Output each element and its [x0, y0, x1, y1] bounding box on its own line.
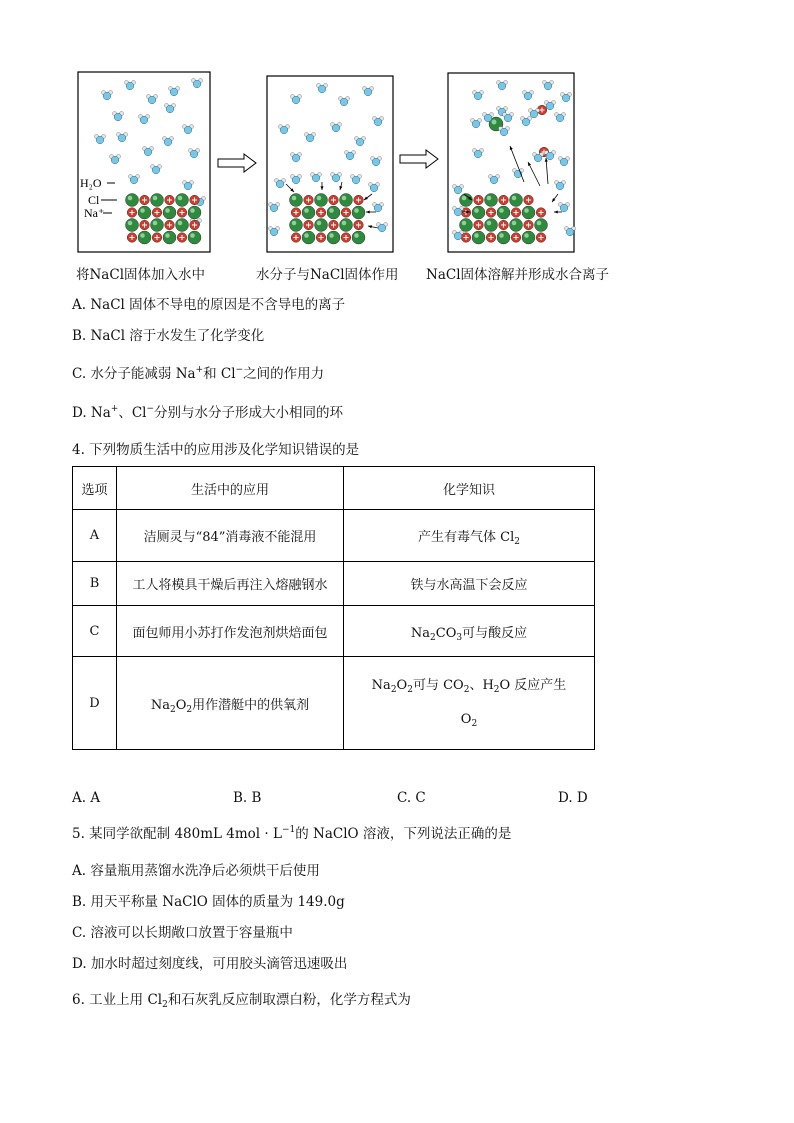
chloride-ion	[188, 206, 201, 219]
q4-choice-c: C. C	[397, 790, 426, 806]
chloride-ion	[497, 231, 510, 244]
chloride-ion	[315, 194, 328, 207]
table-row: B 工人将模具干燥后再注入熔融钢水 铁与水高温下会反应	[73, 562, 595, 606]
chloride-ion	[352, 206, 365, 219]
caption-1: 将NaCl固体加入水中	[76, 267, 206, 283]
q4-table	[72, 466, 595, 750]
chloride-ion	[302, 231, 315, 244]
chloride-ion	[340, 194, 353, 207]
label-na: Na⁺	[84, 206, 105, 220]
chloride-ion	[327, 231, 340, 244]
chloride-ion	[290, 194, 303, 207]
q3-option-a: A. NaCl 固体不导电的原因是不含导电的离子	[72, 297, 346, 313]
chloride-ion	[485, 219, 498, 232]
header-option: 选项	[73, 467, 117, 510]
caption-3: NaCl固体溶解并形成水合离子	[426, 267, 610, 283]
table-header-row	[73, 467, 595, 510]
q3-option-d: D. Na+、Cl−分别与水分子形成大小相同的环	[72, 404, 344, 421]
chloride-ion	[472, 206, 485, 219]
chloride-ion	[176, 219, 189, 232]
chloride-ion	[510, 219, 523, 232]
chloride-ion	[188, 231, 201, 244]
chloride-ion	[522, 231, 535, 244]
table-row: D $Na_2O_2$用作潜艇中的供氧剂 $Na_2O_2$可与 $CO_2$、$H_2O$ 反应产生 $O_2$	[73, 657, 595, 750]
diagram-svg	[60, 62, 660, 292]
chloride-ion	[163, 231, 176, 244]
q5-option-b: B. 用天平称量 NaClO 固体的质量为 149.0g	[72, 894, 345, 910]
chloride-ion	[340, 219, 353, 232]
q5-option-d: D. 加水时超过刻度线，可用胶头滴管迅速吸出	[72, 956, 348, 972]
q4-choice-d: D. D	[558, 790, 588, 806]
nacl-dissolution-diagram	[60, 62, 660, 292]
chloride-ion	[535, 219, 548, 232]
label-h2o: H₂O	[80, 176, 102, 190]
chloride-ion	[138, 206, 151, 219]
header-application: 生活中的应用	[117, 467, 344, 510]
chloride-ion	[151, 219, 164, 232]
chloride-ion	[126, 194, 139, 207]
q4-choice-a: A. A	[72, 790, 101, 806]
chloride-ion	[460, 219, 473, 232]
table-row: C 面包师用小苏打作发泡剂烘焙面包 $Na_2CO_3$可与酸反应	[73, 606, 595, 657]
arrow-right-2	[400, 150, 438, 168]
q4-choice-b: B. B	[233, 790, 262, 806]
q5-stem: 5. 某同学欲配制 480mL $4mol \cdot L^{-1}$的 NaClO 溶液，下列说法正确的是	[72, 825, 512, 842]
chloride-ion	[290, 219, 303, 232]
chloride-ion	[522, 206, 535, 219]
chloride-ion	[510, 194, 523, 207]
header-knowledge: 化学知识	[344, 467, 595, 510]
chloride-ion	[163, 206, 176, 219]
q4-stem: 4. 下列物质生活中的应用涉及化学知识错误的是	[72, 442, 360, 458]
q3-option-b: B. NaCl 溶于水发生了化学变化	[72, 328, 265, 344]
chloride-ion	[327, 206, 340, 219]
caption-2: 水分子与NaCl固体作用	[256, 267, 399, 283]
chloride-ion	[126, 219, 139, 232]
table-row: A 洁厕灵与“84”消毒液不能混用 产生有毒气体 $Cl_2$	[73, 510, 595, 562]
chloride-ion	[352, 231, 365, 244]
chloride-ion	[302, 206, 315, 219]
arrow-right-1	[218, 154, 256, 172]
chloride-ion	[151, 194, 164, 207]
chloride-ion	[176, 194, 189, 207]
q5-option-c: C. 溶液可以长期敞口放置于容量瓶中	[72, 925, 293, 941]
q6-stem: 6. 工业上用 $Cl_2$和石灰乳反应制取漂白粉，化学方程式为	[72, 992, 411, 1010]
chloride-ion	[485, 194, 498, 207]
q3-option-c: C. 水分子能减弱 Na+和 Cl−之间的作用力	[72, 365, 325, 382]
q5-option-a: A. 容量瓶用蒸馏水洗净后必须烘干后使用	[72, 863, 320, 879]
chloride-ion	[138, 231, 151, 244]
label-cl: Cl	[88, 193, 100, 207]
chloride-ion	[315, 219, 328, 232]
chloride-ion	[472, 231, 485, 244]
chloride-ion	[497, 206, 510, 219]
